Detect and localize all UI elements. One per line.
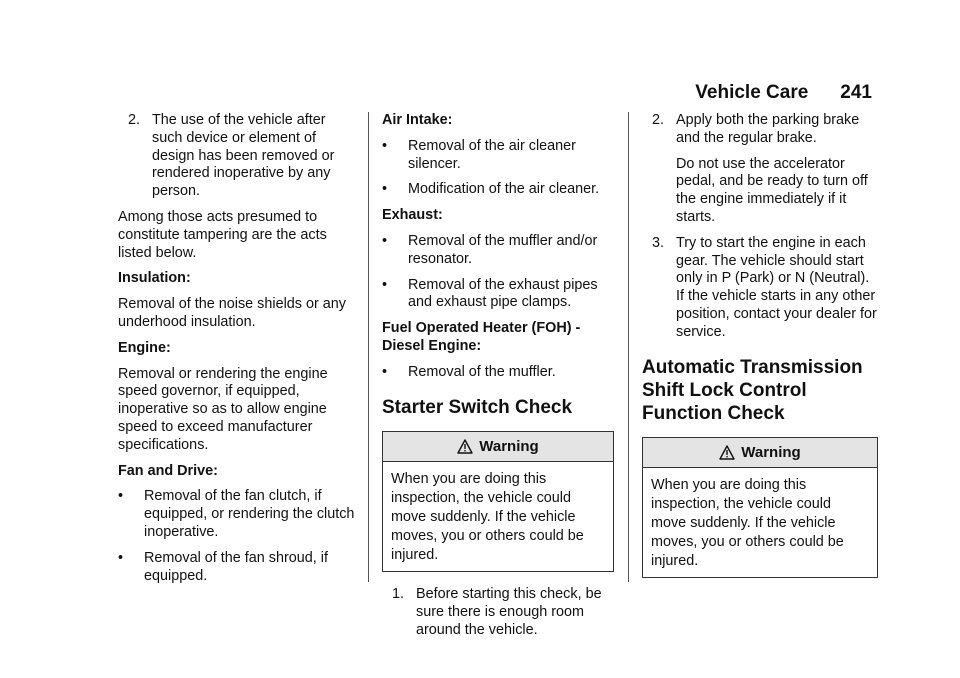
warning-label: Warning <box>479 437 539 455</box>
warning-text: When you are doing this inspection, the vehicle could move suddenly. If the vehicle moves, you or others could be injured. <box>391 471 584 564</box>
column-3 <box>642 112 878 592</box>
column-1 <box>118 112 356 593</box>
bullet-item <box>382 233 614 269</box>
item-text: Apply both the parking brake and the regular brake. <box>676 112 860 146</box>
item-text: The use of the vehicle after such device or element of design has been removed or rendered inoperative by any person. <box>152 112 335 200</box>
bullet-icon: • <box>118 488 124 505</box>
page-number: 241 <box>840 82 872 103</box>
bullet-item <box>118 488 356 541</box>
warning-label: Warning <box>741 443 801 461</box>
paragraph: Removal of the noise shields or any underhood insulation. <box>118 296 346 330</box>
bullet-item <box>382 277 614 313</box>
bullet-item <box>118 550 356 586</box>
bullet-icon: • <box>382 276 388 293</box>
bullet-icon: • <box>382 181 388 198</box>
subheading: Air Intake: <box>382 112 453 128</box>
bullet-text: Removal of the muffler and/or resonator. <box>408 232 598 267</box>
warning-text: When you are doing this inspection, the vehicle could move suddenly. If the vehicle moves, you or others could be injured. <box>651 477 844 570</box>
numbered-item <box>382 586 614 639</box>
bullet-icon: • <box>382 363 388 380</box>
column-divider <box>628 112 629 582</box>
bullet-icon: • <box>382 232 388 249</box>
bullet-text: Removal of the fan clutch, if equipped, or rendering the clutch inoperative. <box>144 488 355 540</box>
subheading: Exhaust: <box>382 207 443 224</box>
item-number: 2. <box>128 112 141 128</box>
warning-box <box>382 431 614 573</box>
bullet-text: Removal of the muffler. <box>408 363 556 380</box>
numbered-item <box>642 235 878 342</box>
section-heading: Starter Switch Check <box>382 396 573 418</box>
column-divider <box>368 112 369 582</box>
bullet-item <box>382 138 614 174</box>
item-number: 2. <box>652 112 665 128</box>
column-2 <box>382 112 614 648</box>
page-header <box>695 82 872 104</box>
item-text: Before starting this check, be sure there is enough room around the vehicle. <box>416 586 602 638</box>
numbered-item <box>642 112 878 148</box>
item-text: Try to start the engine in each gear. The vehicle should start only in P (Park) or N (Neutral). If the vehicle starts in any other position, contact your dealer for service. <box>676 234 877 340</box>
subheading: Fan and Drive: <box>118 462 218 479</box>
subheading: Fuel Operated Heater (FOH) - Diesel Engine: <box>382 320 581 354</box>
warning-header <box>643 438 877 469</box>
bullet-item <box>382 181 614 199</box>
subheading: Engine: <box>118 339 171 356</box>
bullet-icon: • <box>382 137 388 154</box>
warning-box <box>642 437 878 579</box>
paragraph: Among those acts presumed to constitute tampering are the acts listed below. <box>118 208 327 261</box>
item-number: 3. <box>652 234 665 251</box>
bullet-item <box>382 364 614 382</box>
item-number: 1. <box>392 586 405 603</box>
section-title: Vehicle Care <box>695 82 809 103</box>
bullet-text: Removal of the air cleaner silencer. <box>408 137 576 172</box>
warning-triangle-icon <box>719 445 735 460</box>
subheading: Insulation: <box>118 270 191 287</box>
warning-triangle-icon <box>457 439 473 454</box>
bullet-text: Removal of the exhaust pipes and exhaust pipe clamps. <box>408 276 598 311</box>
bullet-icon: • <box>118 549 124 566</box>
warning-header <box>383 432 613 463</box>
numbered-item <box>118 112 356 201</box>
paragraph: Removal or rendering the engine speed governor, if equipped, inoperative so as to allow engine speed to exceed manufacturer specifications. <box>118 365 328 453</box>
paragraph: Do not use the accelerator pedal, and be ready to turn off the engine immediately if it starts. <box>676 155 868 225</box>
bullet-text: Modification of the air cleaner. <box>408 181 600 198</box>
bullet-text: Removal of the fan shroud, if equipped. <box>144 549 328 584</box>
section-heading: Automatic Transmission Shift Lock Control Function Check <box>642 356 863 424</box>
